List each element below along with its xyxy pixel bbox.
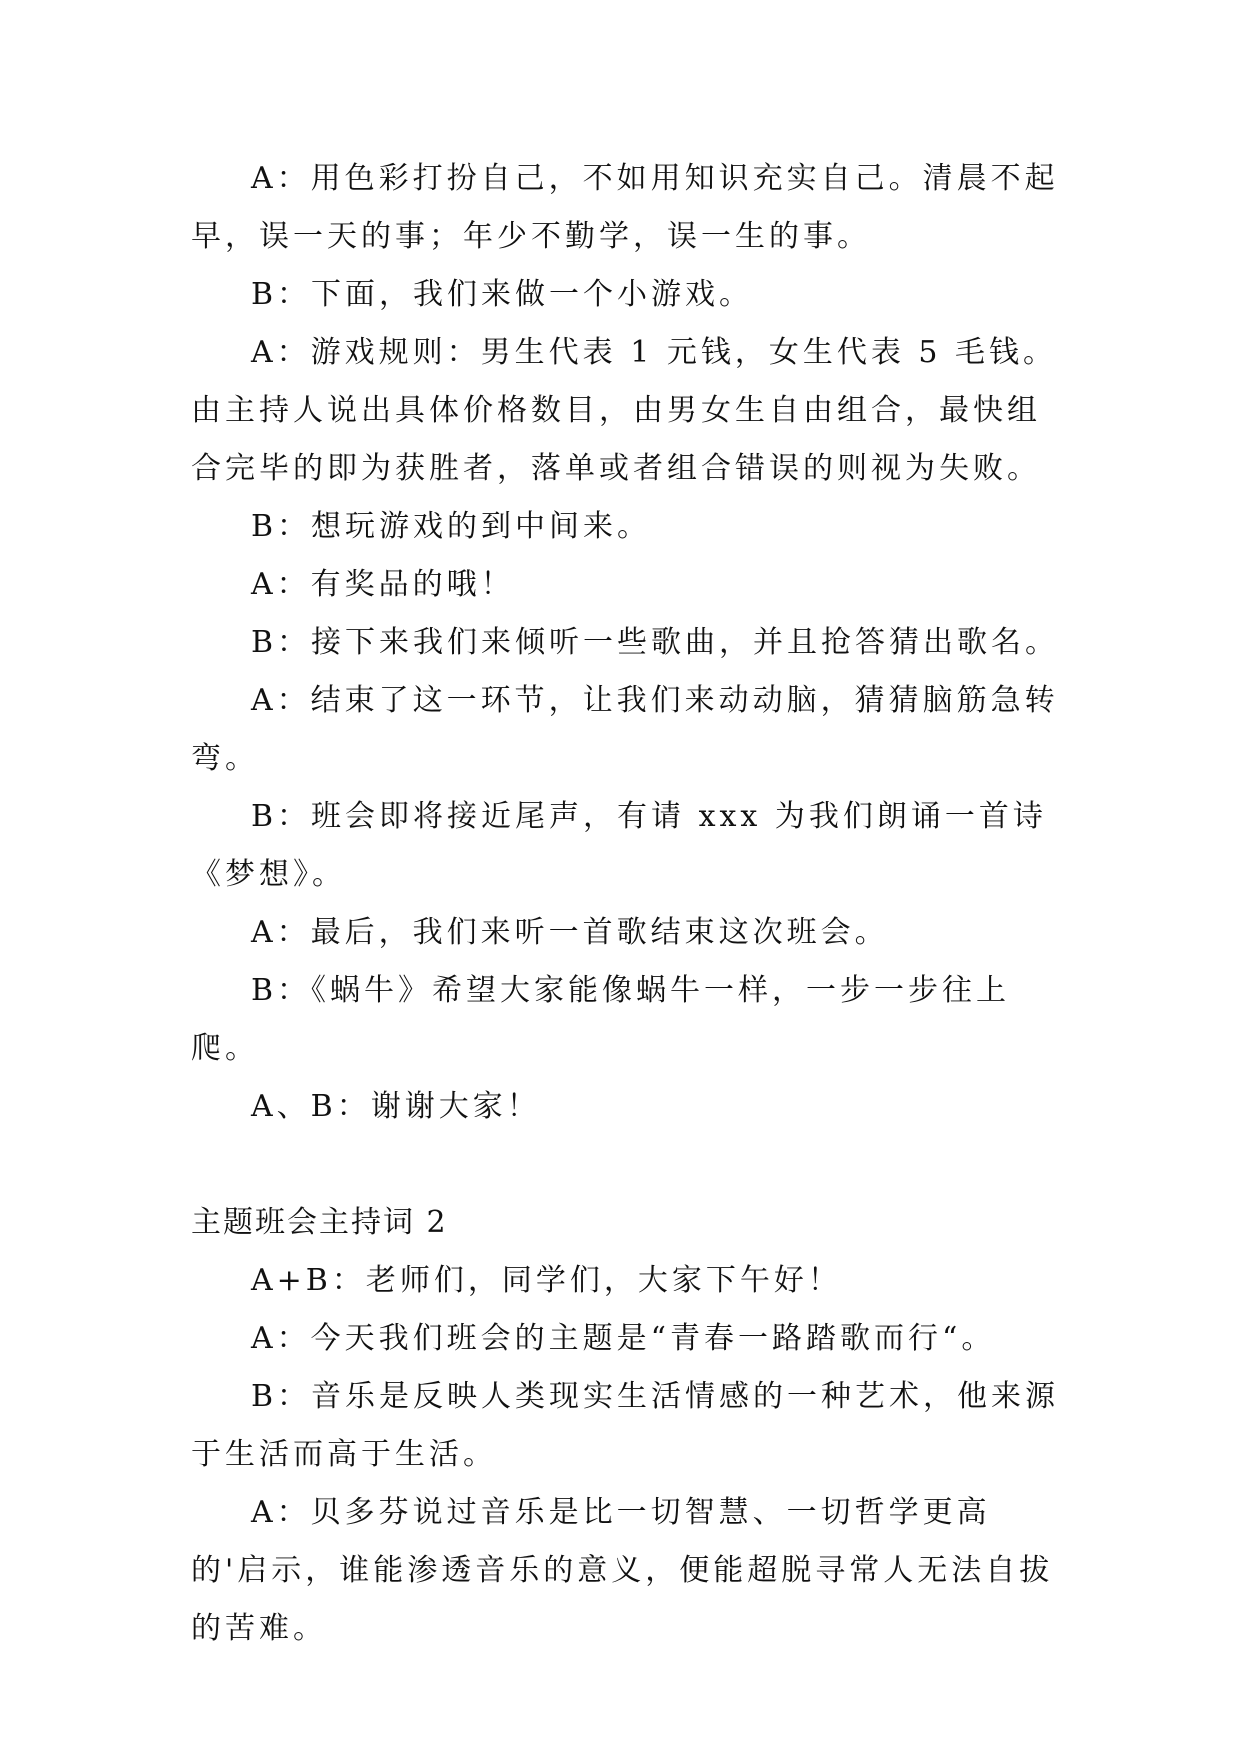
- dialogue-paragraph: A：用色彩打扮自己，不如用知识充实自己。清晨不起早，误一天的事；年少不勤学，误一生的事。: [191, 161, 1059, 254]
- dialogue-paragraph: A：游戏规则：男生代表 1 元钱，女生代表 5 毛钱。由主持人说出具体价格数目，由男女生自由组合，最快组合完毕的即为获胜者，落单或者组合错误的则视为失败。: [191, 335, 1057, 486]
- dialogue-paragraph: A：最后，我们来听一首歌结束这次班会。: [251, 915, 889, 950]
- dialogue-paragraph: B：下面，我们来做一个小游戏。: [251, 277, 754, 312]
- section-heading: 主题班会主持词 2: [191, 1205, 448, 1240]
- dialogue-paragraph: A：有奖品的哦！: [251, 567, 515, 602]
- dialogue-paragraph: A：贝多芬说过音乐是比一切智慧、一切哲学更高的'启示，谁能渗透音乐的意义，便能超脱寻常人无法自拔的苦难。: [191, 1495, 1054, 1646]
- dialogue-paragraph: A：今天我们班会的主题是“青春一路踏歌而行“。: [251, 1321, 996, 1356]
- dialogue-paragraph: A、B：谢谢大家！: [251, 1089, 541, 1124]
- dialogue-paragraph: B：《蜗牛》希望大家能像蜗牛一样，一步一步往上爬。: [191, 973, 1011, 1066]
- dialogue-paragraph: B：音乐是反映人类现实生活情感的一种艺术，他来源于生活而高于生活。: [191, 1379, 1060, 1472]
- document-body: [191, 150, 1061, 1658]
- dialogue-paragraph: A：结束了这一环节，让我们来动动脑，猜猜脑筋急转弯。: [191, 683, 1059, 776]
- dialogue-paragraph: A+B：老师们，同学们，大家下午好！: [251, 1263, 842, 1298]
- dialogue-paragraph: B：想玩游戏的到中间来。: [251, 509, 652, 544]
- dialogue-paragraph: B：接下来我们来倾听一些歌曲，并且抢答猜出歌名。: [251, 625, 1060, 660]
- dialogue-paragraph: B：班会即将接近尾声，有请 xxx 为我们朗诵一首诗《梦想》。: [191, 799, 1047, 892]
